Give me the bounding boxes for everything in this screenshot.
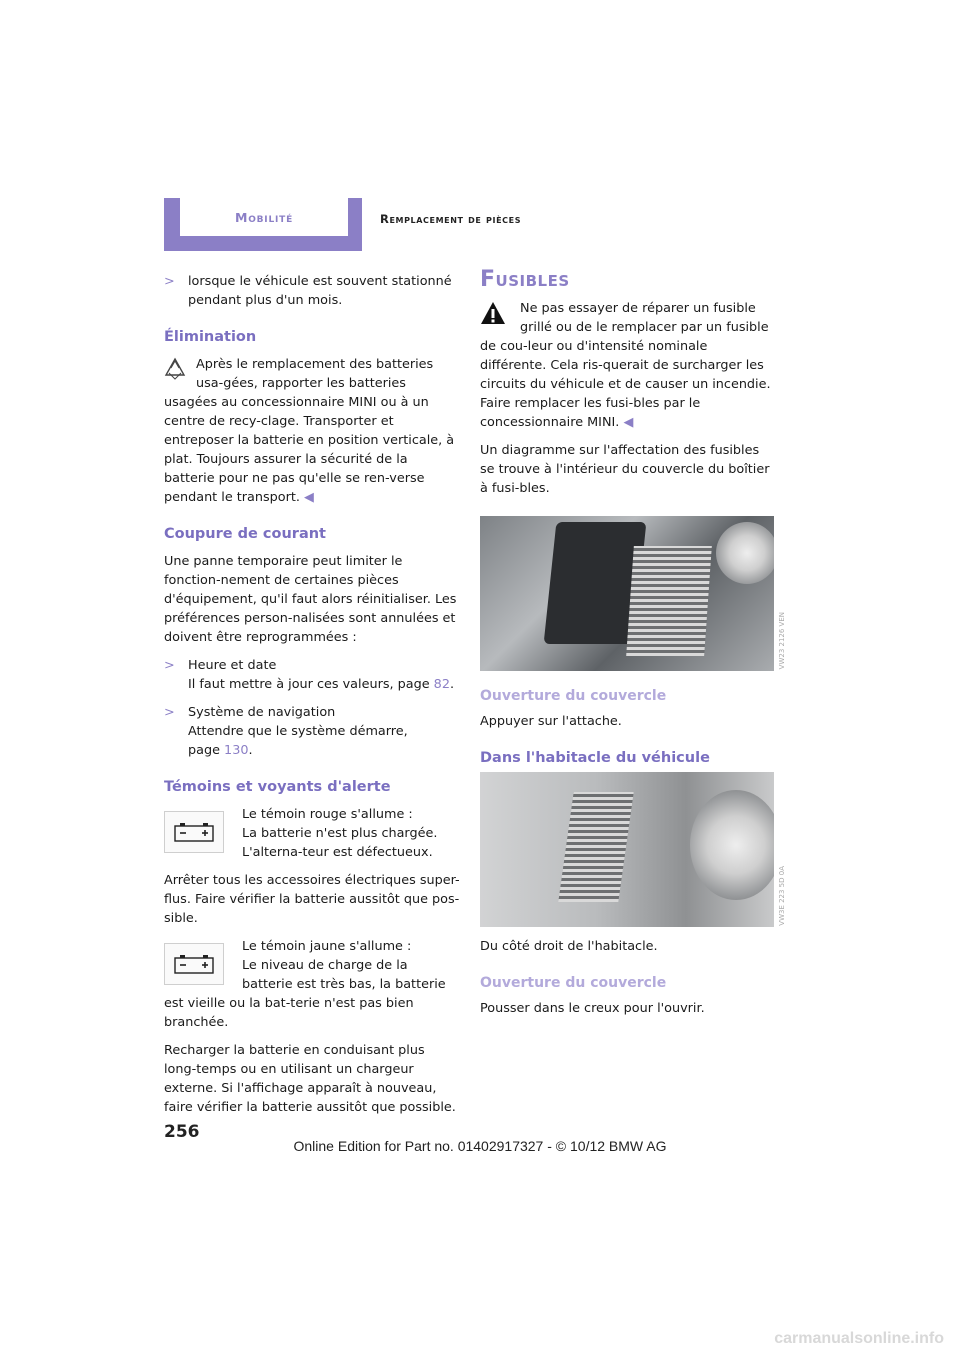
heading-ouverture-cabin: Ouverture du couvercle bbox=[480, 975, 667, 991]
edition-footer: Online Edition for Part no. 01402917327 - © 10/12 BMW AG bbox=[293, 1138, 667, 1154]
page-link-130[interactable]: 130 bbox=[224, 743, 249, 758]
end-mark: ◀ bbox=[304, 490, 314, 505]
red-action-paragraph: Arrêter tous les accessoires électriques super-flus. Faire vérifier la batterie aussitôt que pos-sible. bbox=[164, 873, 460, 926]
section-tab bbox=[164, 198, 362, 251]
bullet-heure: > Heure et date Il faut mettre à jour ces valeurs, page 82. bbox=[164, 658, 455, 692]
photo-code: VW23 2126 VEN bbox=[778, 612, 786, 670]
fuse-array bbox=[626, 546, 712, 656]
left-column bbox=[164, 272, 460, 1126]
heading-cabin: Dans l'habitacle du véhicule bbox=[480, 750, 710, 766]
engine-open-text: Appuyer sur l'attache. bbox=[480, 714, 622, 729]
bullet-arrow-icon: > bbox=[164, 274, 175, 289]
diagram-note: Un diagramme sur l'affectation des fusibles se trouve à l'intérieur du couvercle du boîtier à fusi-bles. bbox=[480, 443, 770, 496]
page-link-82[interactable]: 82 bbox=[433, 677, 450, 692]
heading-ouverture-engine: Ouverture du couvercle bbox=[480, 688, 667, 704]
battery-warning-icon bbox=[164, 943, 224, 985]
photo-code: VW3E 223 5D 0A bbox=[778, 866, 786, 926]
end-mark: ◀ bbox=[623, 415, 634, 430]
heading-coupure: Coupure de courant bbox=[164, 526, 326, 542]
warning-triangle-icon bbox=[480, 301, 506, 325]
battery-warning-icon bbox=[164, 811, 224, 853]
strut-top bbox=[716, 522, 774, 584]
bullet-stationne: > lorsque le véhicule est souvent stationné pendant plus d'un mois. bbox=[164, 274, 452, 308]
heading-temoins: Témoins et voyants d'alerte bbox=[164, 779, 391, 795]
cabin-open-text: Pousser dans le creux pour l'ouvrir. bbox=[480, 1001, 705, 1016]
bullet-navigation: > Système de navigation Attendre que le système démarre, page 130. bbox=[164, 705, 408, 758]
cabin-caption: Du côté droit de l'habitacle. bbox=[480, 939, 658, 954]
cabin-section bbox=[480, 937, 776, 1027]
page-number: 256 bbox=[164, 1122, 200, 1142]
heading-elimination: Élimination bbox=[164, 329, 257, 345]
warning-paragraph: Ne pas essayer de réparer un fusible grillé ou de le remplacer par un fusible de cou-leur ou d'intensité nominale différente. Cela ris-querait de surcharger les circuits du véhicule et de causer un incendie. Faire remplacer les fusi-bles par le concessionnaire MINI. ◀ bbox=[480, 301, 771, 430]
elimination-paragraph: Après le remplacement des batteries usa-gées, rapporter les batteries usagées au concessionnaire MINI ou à un centre de recy-clage. Transporter et entreposer la batterie en position verticale, à plat. Toujours assurer la sécurité de la batterie pour ne pas qu'elle se ren-verse pendant le transport. ◀ bbox=[164, 357, 455, 505]
chapter-title: Remplacement de pièces bbox=[380, 212, 522, 226]
engine-open-section bbox=[480, 687, 776, 776]
bullet-arrow-icon: > bbox=[164, 705, 175, 720]
yellow-action-paragraph: Recharger la batterie en conduisant plus long-temps ou en utilisant un chargeur externe. Si l'affichage apparaît à nouveau, faire vérifier la batterie aussitôt que possible. bbox=[164, 1043, 456, 1115]
heading-fusibles: Fusibles bbox=[480, 267, 570, 292]
yellow-indicator-paragraph: Le témoin jaune s'allume : Le niveau de charge de la batterie est très bas, la batterie est vieille ou la bat-terie n'est pas bien branchée. bbox=[164, 939, 446, 1030]
right-column bbox=[480, 267, 776, 543]
speaker bbox=[690, 790, 774, 900]
section-tab-label: Mobilité bbox=[180, 198, 348, 236]
bullet-arrow-icon: > bbox=[164, 658, 175, 673]
fuse-array bbox=[558, 792, 633, 902]
cabin-fusebox-photo bbox=[480, 772, 774, 927]
recycle-icon bbox=[164, 357, 186, 381]
watermark: carmanualsonline.info bbox=[774, 1330, 944, 1347]
engine-fusebox-photo bbox=[480, 516, 774, 671]
red-indicator-paragraph: Le témoin rouge s'allume : La batterie n'est plus chargée. L'alterna-teur est défectueux. bbox=[164, 805, 460, 862]
coupure-paragraph: Une panne temporaire peut limiter le fonction-nement de certaines pièces d'équipement, qu'il faut alors réinitialiser. Les préférences person-nalisées sont annulées et doivent être reprogrammées : bbox=[164, 554, 457, 645]
